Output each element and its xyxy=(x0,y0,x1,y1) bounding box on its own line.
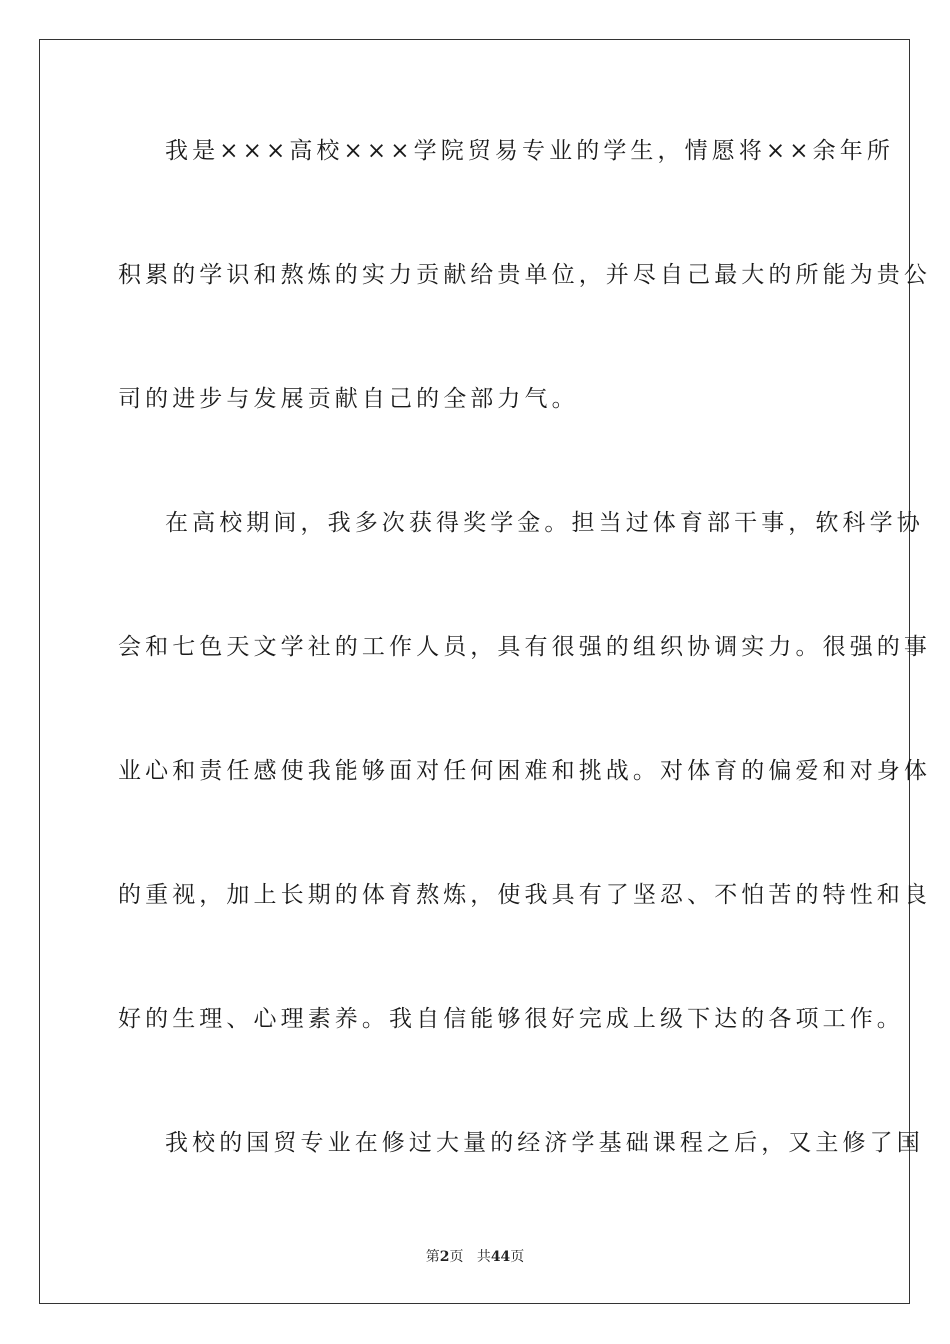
paragraph-3-line-1: 我校的国贸专业在修过大量的经济学基础课程之后，又主修了国 xyxy=(165,1130,924,1156)
total-pages: 44 xyxy=(490,1249,511,1265)
paragraph-2-line-1: 在高校期间，我多次获得奖学金。担当过体育部干事，软科学协 xyxy=(165,510,924,536)
paragraph-2-line-3: 业心和责任感使我能够面对任何困难和挑战。对体育的偏爱和对身体 xyxy=(118,758,931,784)
paragraph-1-line-1: 我是×××高校×××学院贸易专业的学生，情愿将××余年所 xyxy=(165,138,894,164)
paragraph-2-line-2: 会和七色天文学社的工作人员，具有很强的组织协调实力。很强的事 xyxy=(118,634,931,660)
page-number: 2 xyxy=(439,1249,450,1265)
paragraph-1-line-3: 司的进步与发展贡献自己的全部力气。 xyxy=(118,386,579,412)
page-border xyxy=(39,39,931,1304)
paragraph-2-line-5: 好的生理、心理素养。我自信能够很好完成上级下达的各项工作。 xyxy=(118,1006,904,1032)
page-suffix: 页 xyxy=(449,1249,464,1265)
page-prefix: 第 xyxy=(425,1249,440,1265)
paragraph-1-line-2: 积累的学识和熬炼的实力贡献给贵单位，并尽自己最大的所能为贵公 xyxy=(118,262,931,288)
total-prefix: 共 xyxy=(476,1249,491,1265)
page-footer xyxy=(0,1248,950,1266)
total-suffix: 页 xyxy=(510,1249,525,1265)
paragraph-2-line-4: 的重视，加上长期的体育熬炼，使我具有了坚忍、不怕苦的特性和良 xyxy=(118,882,931,908)
